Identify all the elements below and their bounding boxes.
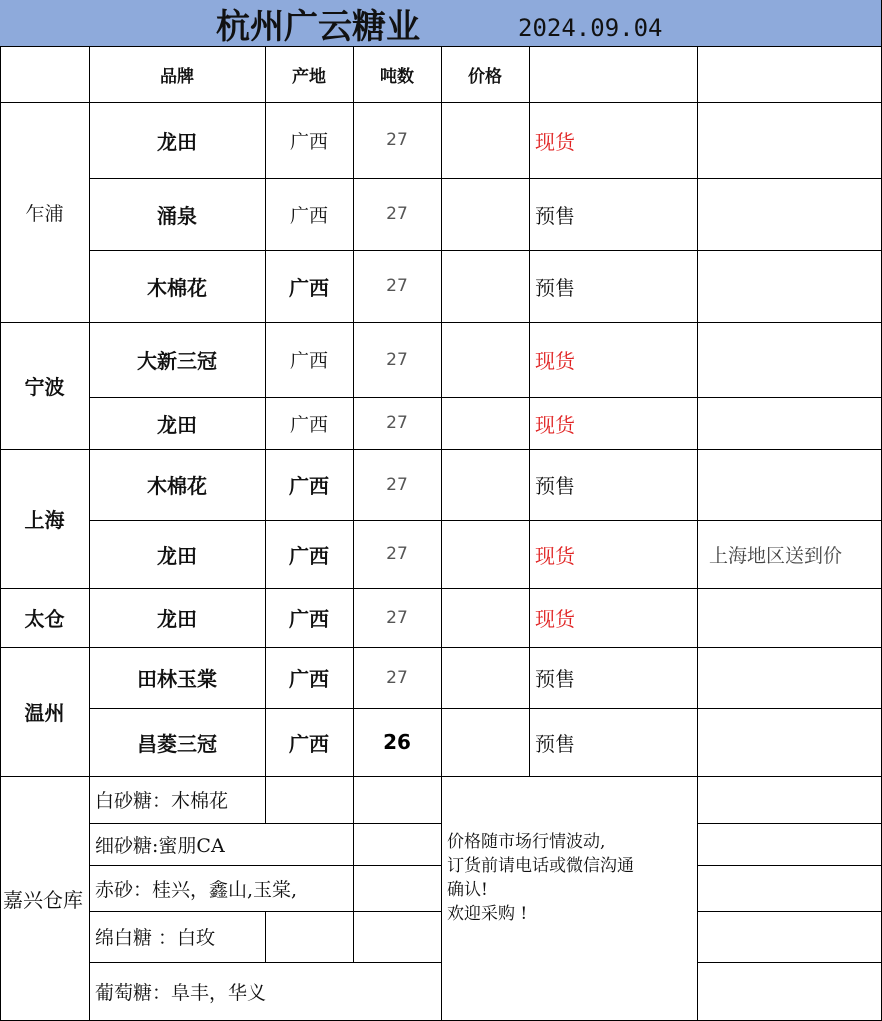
brand-cell: 大新三冠 (137, 349, 217, 373)
origin-cell: 广西 (289, 204, 328, 227)
origin-cell: 广西 (289, 607, 329, 631)
grid-line (89, 865, 441, 866)
grid-line (89, 178, 882, 179)
grid-line (697, 962, 882, 963)
column-header-tons: 吨数 (380, 67, 414, 87)
origin-cell: 广西 (289, 275, 329, 300)
tons-cell: 27 (386, 667, 408, 688)
location-ningbo: 宁波 (24, 375, 65, 399)
brand-cell: 昌菱三冠 (137, 731, 217, 756)
brand-cell: 涌泉 (157, 203, 197, 228)
status-cell: 预售 (535, 731, 575, 756)
location-wenzhou: 温州 (24, 701, 65, 725)
brand-cell: 龙田 (157, 543, 197, 568)
tons-cell: 27 (386, 607, 408, 628)
tons-cell: 27 (386, 349, 408, 370)
status-cell: 现货 (535, 412, 575, 437)
jiaxing-item: 白砂糖：木棉花 (95, 790, 229, 812)
origin-cell: 广西 (289, 130, 328, 153)
column-header-price: 价格 (468, 67, 502, 87)
brand-cell: 木棉花 (147, 275, 207, 300)
origin-cell: 广西 (289, 474, 329, 498)
brand-cell: 田林玉棠 (137, 667, 217, 691)
grid-line (89, 962, 441, 963)
tons-cell: 27 (386, 544, 408, 564)
status-cell: 预售 (535, 667, 575, 691)
location-jiaxing: 嘉兴仓库 (3, 888, 83, 912)
grid-line (697, 823, 882, 824)
origin-cell: 广西 (289, 413, 328, 436)
grid-line (89, 823, 441, 824)
tons-cell: 26 (383, 730, 411, 754)
grid-line (89, 250, 882, 251)
column-header-origin: 产地 (292, 67, 326, 87)
grid-line (529, 46, 530, 776)
delivery-note: 上海地区送到价 (709, 544, 843, 567)
tons-cell: 27 (386, 276, 408, 296)
jiaxing-item: 葡萄糖：阜丰，华义 (95, 982, 267, 1004)
pricing-info-note: 价格随市场行情波动, 订货前请电话或微信沟通 确认! 欢迎采购 ! (447, 832, 634, 924)
brand-cell: 龙田 (157, 412, 197, 437)
grid-line (265, 911, 266, 962)
origin-cell: 广西 (289, 667, 329, 691)
origin-cell: 广西 (289, 350, 328, 372)
brand-cell: 龙田 (157, 129, 197, 154)
status-cell: 现货 (535, 607, 575, 631)
location-zhapu: 乍浦 (25, 202, 64, 225)
jiaxing-item: 赤砂：桂兴，鑫山,玉棠, (95, 878, 298, 901)
brand-cell: 木棉花 (147, 474, 207, 498)
status-cell: 预售 (535, 275, 575, 300)
column-header-brand: 品牌 (160, 67, 194, 87)
tons-cell: 27 (386, 474, 408, 495)
origin-cell: 广西 (289, 543, 329, 568)
grid-line (89, 708, 882, 709)
status-cell: 预售 (535, 203, 575, 228)
tons-cell: 27 (386, 413, 408, 433)
origin-cell: 广西 (289, 731, 329, 756)
location-taicang: 太仓 (24, 607, 65, 631)
grid-line (89, 397, 882, 398)
grid-line (441, 46, 442, 1021)
page-title: 杭州广云糖业 (216, 6, 420, 46)
brand-cell: 龙田 (157, 607, 197, 631)
tons-cell: 27 (386, 130, 408, 150)
grid-line (353, 46, 354, 962)
status-cell: 现货 (535, 129, 575, 154)
grid-line (0, 46, 1, 1021)
jiaxing-item: 细砂糖:蜜朋CA (95, 834, 225, 857)
location-shanghai: 上海 (24, 508, 65, 532)
grid-line (89, 520, 882, 521)
grid-line (89, 46, 90, 1021)
jiaxing-item: 绵白糖 ：白玫 (95, 927, 216, 949)
tons-cell: 27 (386, 204, 408, 224)
grid-line (265, 46, 266, 823)
grid-line (697, 46, 698, 1021)
status-cell: 现货 (535, 349, 575, 373)
report-date: 2024.09.04 (518, 14, 663, 42)
grid-line (697, 865, 882, 866)
grid-line (697, 911, 882, 912)
status-cell: 预售 (535, 474, 575, 498)
status-cell: 现货 (535, 543, 575, 568)
